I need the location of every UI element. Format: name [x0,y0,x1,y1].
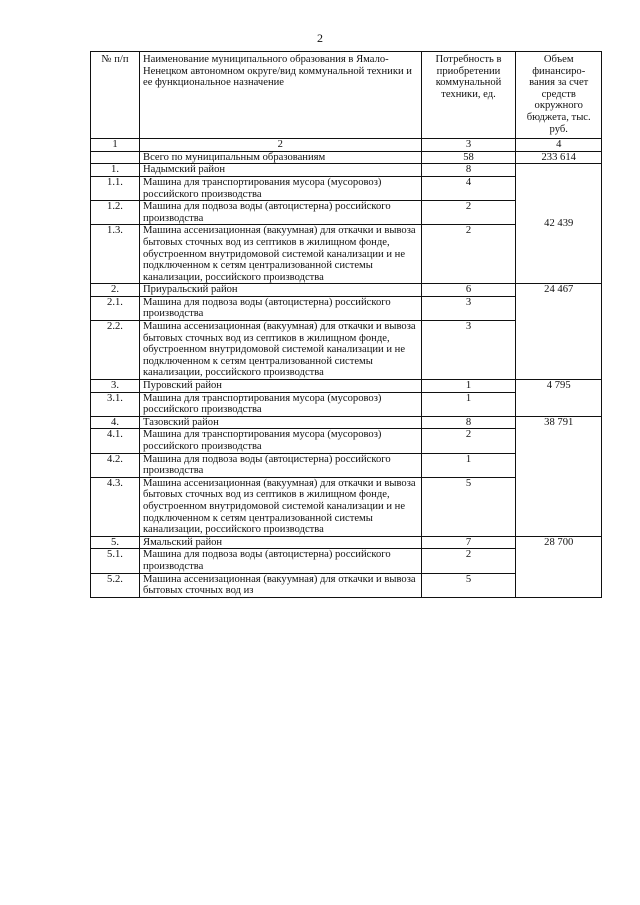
table-row [91,164,602,177]
row-name: Машина для транспортирования мусора (мусоровоз) российского производства [140,176,422,200]
column-number-row [91,139,602,152]
row-qty: 2 [421,429,516,453]
column-number: 4 [516,139,602,152]
row-name: Машина для транспортирования мусора (мусоровоз) российского производства [140,429,422,453]
row-qty: 1 [421,392,516,416]
row-number: 3. [91,380,140,393]
row-name: Машина для подвоза воды (автоцистерна) российского производства [140,453,422,477]
row-number: 2. [91,284,140,297]
row-name: Машина для подвоза воды (автоцистерна) российского производства [140,201,422,225]
row-number: 4.2. [91,453,140,477]
row-name: Машина ассенизационная (вакуумная) для откачки и вывоза бытовых сточных вод из [140,573,422,597]
row-qty: 2 [421,201,516,225]
row-name: Машина для подвоза воды (автоцистерна) российского производства [140,549,422,573]
row-qty: 8 [421,416,516,429]
row-amount: 42 439 [516,164,602,284]
row-qty: 5 [421,477,516,536]
header-num: № п/п [91,52,140,139]
row-qty: 58 [421,151,516,164]
row-number: 5.2. [91,573,140,597]
row-name: Машина для транспортирования мусора (мусоровоз) российского производства [140,392,422,416]
row-qty: 1 [421,453,516,477]
table-row [91,284,602,297]
row-number: 1. [91,164,140,177]
total-row [91,151,602,164]
financing-table [90,51,602,598]
row-name: Машина для подвоза воды (автоцистерна) российского производства [140,296,422,320]
row-name: Машина ассенизационная (вакуумная) для откачки и вывоза бытовых сточных вод из септиков в жилищном фонде, обустроенном внутридомовой системой канализации и не подключенном к сетям централизованной системы канализации, российского производства [140,321,422,380]
column-number: 3 [421,139,516,152]
row-number: 5.1. [91,549,140,573]
row-number: 2.1. [91,296,140,320]
row-number [91,151,140,164]
table-row [91,536,602,549]
row-qty: 3 [421,321,516,380]
row-qty: 7 [421,536,516,549]
column-number: 2 [140,139,422,152]
page-number: 2 [317,31,323,45]
row-qty: 8 [421,164,516,177]
row-name: Ямальский район [140,536,422,549]
row-qty: 6 [421,284,516,297]
row-name: Тазовский район [140,416,422,429]
row-number: 4.1. [91,429,140,453]
table-header-row [91,52,602,139]
row-number: 5. [91,536,140,549]
table-row [91,416,602,429]
row-number: 4. [91,416,140,429]
header-name: Наименование муниципального образования в Ямало-Ненецком автономном округе/вид коммунальной техники и ее функциональное назначение [140,52,422,139]
row-name: Пуровский район [140,380,422,393]
row-name: Приуральский район [140,284,422,297]
row-qty: 1 [421,380,516,393]
row-number: 1.1. [91,176,140,200]
header-amount: Объем финансиро-вания за счет средств окружного бюджета, тыс. руб. [516,52,602,139]
row-qty: 3 [421,296,516,320]
row-amount: 24 467 [516,284,602,380]
row-qty: 4 [421,176,516,200]
row-number: 2.2. [91,321,140,380]
row-qty: 2 [421,225,516,284]
row-name: Всего по муниципальным образованиям [140,151,422,164]
row-number: 1.3. [91,225,140,284]
row-number: 4.3. [91,477,140,536]
row-name: Машина ассенизационная (вакуумная) для откачки и вывоза бытовых сточных вод из септиков в жилищном фонде, обустроенном внутридомовой системой канализации и не подключенном к сетям централизованной системы канализации, российского производства [140,225,422,284]
header-qty: Потребность в приобретении коммунальной техники, ед. [421,52,516,139]
row-number: 3.1. [91,392,140,416]
row-number: 1.2. [91,201,140,225]
row-qty: 2 [421,549,516,573]
row-amount: 4 795 [516,380,602,417]
row-amount: 28 700 [516,536,602,597]
row-name: Надымский район [140,164,422,177]
row-name: Машина ассенизационная (вакуумная) для откачки и вывоза бытовых сточных вод из септиков в жилищном фонде, обустроенном внутридомовой системой канализации и не подключенном к сетям централизованной системы канализации, российского производства [140,477,422,536]
row-qty: 5 [421,573,516,597]
table-row [91,380,602,393]
column-number: 1 [91,139,140,152]
row-amount: 38 791 [516,416,602,536]
row-amount: 233 614 [516,151,602,164]
